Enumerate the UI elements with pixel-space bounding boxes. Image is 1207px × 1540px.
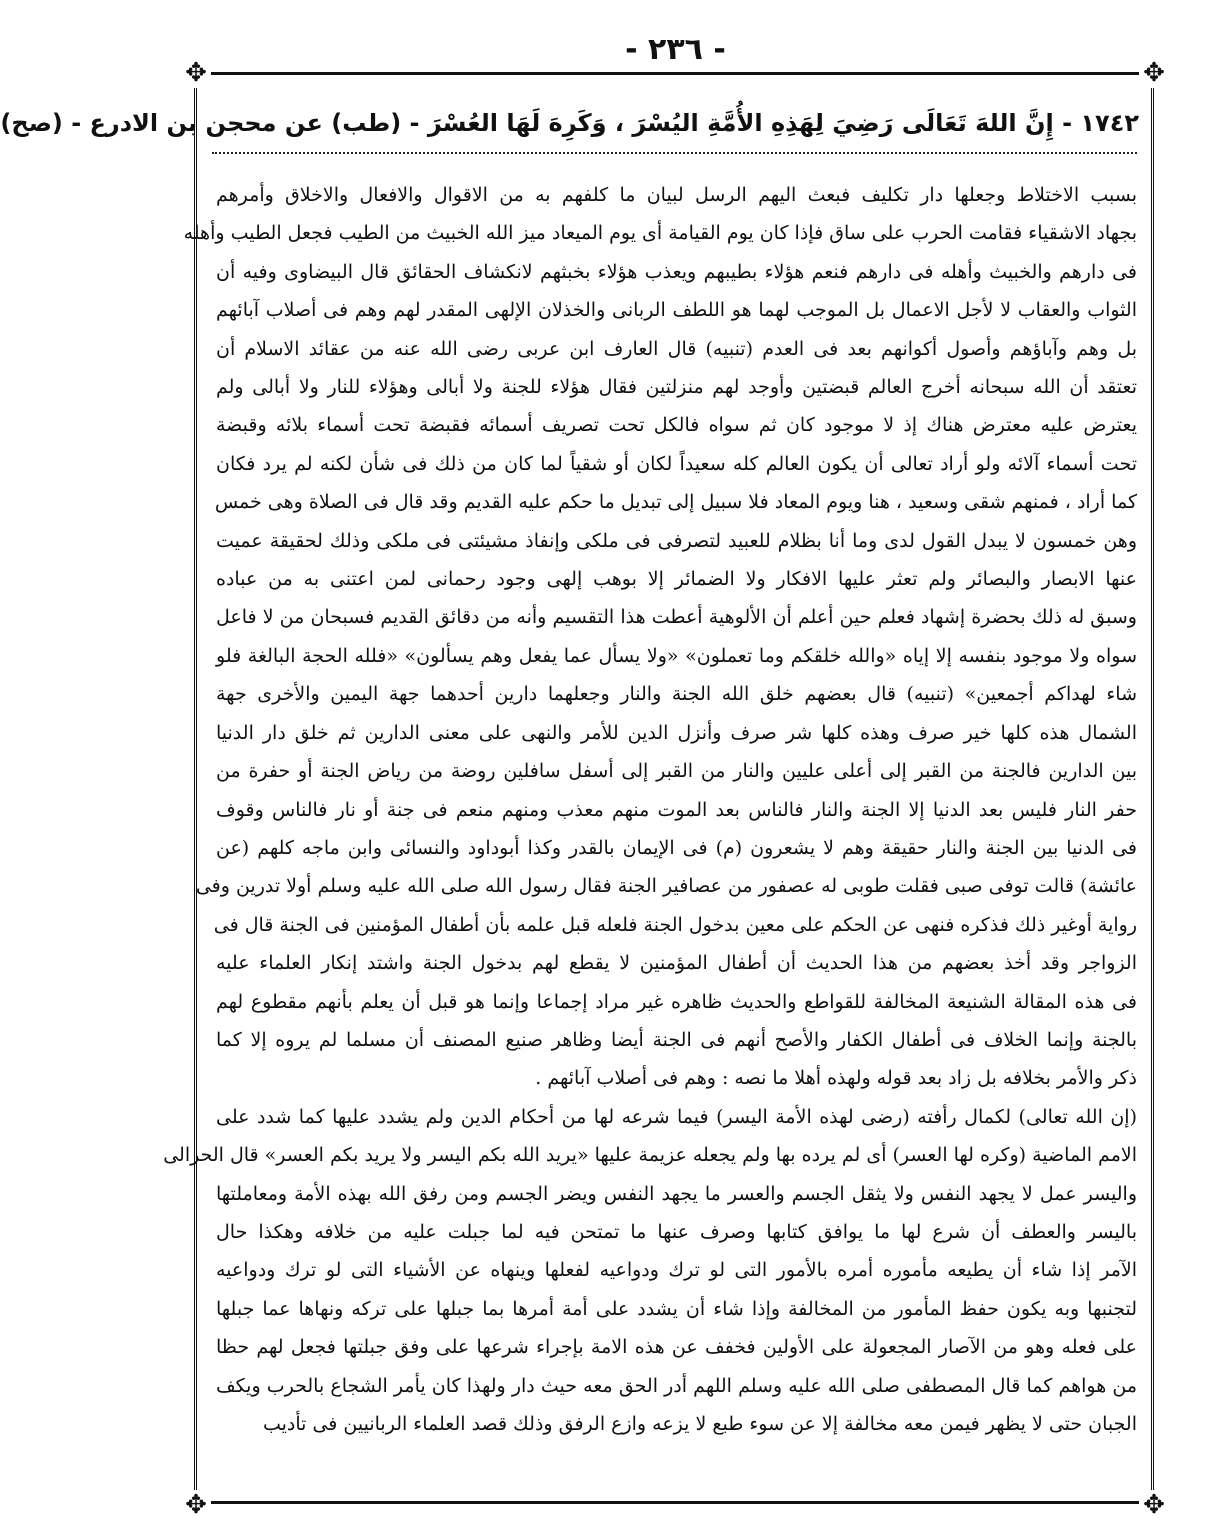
text-line: سواه ولا موجود بنفسه إلا إياه «والله خلقكم وما تعملون» «ولا يسأل عما يفعل وهم يسألون» «فلله الحجة البالغة فلو [216, 644, 1137, 667]
text-line: يعترض عليه معترض هناك إذ لا موجود كان ثم سواه فالكل تحت تصريف أسمائه فقبضة تحت أسماء بلائه وقبضة [216, 414, 1137, 437]
corner-ornament-icon: ✥ [181, 1490, 211, 1520]
corner-ornament-icon: ✥ [1139, 1490, 1169, 1520]
text-line: شاء لهداكم أجمعين» (تنبيه) قال بعضهم خلق الله الجنة والنار وجعلهما دارين أحدهما جهة اليمين والأخرى جهة [216, 683, 1137, 706]
text-line: باليسر والعطف أن شرع لها ما يوافق كتابها وصرف عنها ما تمتحن فيه لما جبلت عليه من خلافه وهكذا حال [216, 1220, 1137, 1243]
corner-ornament-icon: ✥ [1139, 58, 1169, 88]
dotted-divider [212, 152, 1137, 154]
text-line: من هواهم كما قال المصطفى صلى الله عليه وسلم اللهم أدر الحق معه حيث دار ولهذا كان يأمر الشجاع بالحرب ويكف [216, 1374, 1137, 1397]
text-line: الشمال هذه كلها خير صرف وهذه كلها شر صرف وأنزل الدين للأمر والنهى على معنى الدارين ثم خلق دار الدنيا [216, 721, 1137, 744]
text-line: بجهاد الاشقياء فقامت الحرب على ساق فإذا كان يوم القيامة أى يوم الميعاد ميز الله الخبيث من الطيب فجعل الطيب وأهله [183, 222, 1137, 245]
text-line: لتجنبها وبه يكون حفظ المأمور من المخالفة وإذا شاء أن يشدد على أمة أمرها بما جبلها على تركه ونهاها عما جبلها [216, 1297, 1137, 1320]
text-line: الجبان حتى لا يظهر فيمن معه مخالفة إلا عن سوء طبع لا يزعه وازع الرفق وذلك قصد العلماء الربانيين فى تأديب [262, 1413, 1137, 1435]
text-line: الثواب والعقاب لا لأجل الاعمال بل الموجب لهما هو اللطف الربانى والخذلان الإلهى المقدر لهم وهم فى أصلاب آبائهم [216, 299, 1137, 322]
text-line: تحت أسماء آلائه ولو أراد تعالى أن يكون العالم كله سعيداً لكان أو شقياً لما كان من ذلك فى شأن لكنه لم يرد فكان [216, 452, 1137, 475]
text-line: وهن خمسون لا يبدل القول لدى وما أنا بظلام للعبيد لتصرفى فى ملكى وإنفاذ مشيئتى فى ملكى وذلك لحقيقة عميت [216, 529, 1137, 552]
text-line: واليسر عمل لا يجهد النفس ولا يثقل الجسم والعسر ما يجهد النفس ويضر الجسم ومن رفق الله بهذه الأمة ومعاملتها [216, 1182, 1137, 1205]
text-line: الآمر إذا شاء أن يطيعه مأموره أمره بالأمور التى لو ترك ودواعيه لفعلها وينهاه عن الأشياء التى لو ترك ودواعيه [216, 1259, 1137, 1282]
text-line: عائشة) قالت توفى صبى فقلت طوبى له عصفور من عصافير الجنة فقال رسول الله صلى الله عليه وسلم أولا تدرين وفى [195, 875, 1137, 898]
text-line: وسبق له ذلك بحضرة إشهاد فعلم حين أعلم أن الألوهية أعطت هذا التقسيم وأنه من دقائق القديم فسبحان من لا فاعل [216, 606, 1137, 629]
commentary-body [163, 176, 1137, 1443]
text-line: فى هذه المقالة الشنيعة المخالفة للقواطع والحديث ظاهره غير مراد إجماعا وإنما هو قبل أن يعلم بأنهم مقطوع لهم [216, 990, 1137, 1013]
text-line: بل وهم وآباؤهم وأصول أكوانهم بعد فى العدم (تنبيه) قال العارف ابن عربى رضى الله عنه من عقائد الاسلام أن [216, 337, 1137, 360]
text-line: عنها الابصار والبصائر ولم تعثر عليها الافكار ولا الضمائر إلا بوهب إلهى وجود رحمانى لمن اعتنى به من عباده [216, 568, 1137, 591]
text-line: الامم الماضية (وكره لها العسر) أى لم يرده بها ولم يجعله عزيمة عليها «يريد الله بكم اليسر ولا يريد بكم العسر» قال الحرالى [163, 1144, 1137, 1167]
text-line: فى الدنيا بين الجنة والنار حقيقة وهم لا يشعرون (م) فى الإيمان بالقدر وكذا أبوداود والنسائى وابن ماجه كلهم (عن [216, 836, 1137, 859]
page-number: - ٢٣٦ - [625, 32, 726, 67]
text-line: ذكر والأمر بخلافه بل زاد بعد قوله ولهذه أهلا ما نصه : وهم فى أصلاب آبائهم . [535, 1067, 1137, 1090]
text-line: الزواجر وقد أخذ بعضهم من هذا الحديث أن أطفال المؤمنين لا يقطع لهم بدخول الجنة واشتد إنكار العلماء عليه [216, 952, 1137, 975]
text-line: تعتقد أن الله سبحانه أخرج العالم قبضتين وأوجد لهم منزلتين فقال هؤلاء للجنة ولا أبالى وهؤلاء للنار ولا أبالى ولم [216, 376, 1137, 399]
text-line: بسبب الاختلاط وجعلها دار تكليف فبعث اليهم الرسل لبيان ما كلفهم به من الاقوال والافعال والاخلاق وأمرهم [216, 184, 1137, 206]
corner-ornament-icon: ✥ [181, 58, 211, 88]
text-line: رواية أوغير ذلك فذكره فنهى عن الحكم على معين بدخول الجنة فلعله قبل علمه بأن أطفال المؤمنين فى الجنة قال فى [213, 913, 1137, 936]
text-line: كما أراد ، فمنهم شقى وسعيد ، هنا ويوم المعاد فلا سبيل إلى تبديل ما حكم عليه القديم وقد قال فى الصلاة وهى خمس [214, 491, 1137, 514]
text-line: بالجنة وإنما الخلاف فى أطفال الكفار والأصح أنهم فى الجنة أيضا وظاهر صنيع المصنف أن مسلما لم يروه إلا كما [216, 1028, 1137, 1051]
text-line: فى دارهم والخبيث وأهله فى دارهم فنعم هؤلاء بطيبهم ويعذب هؤلاء بخبثهم لانكشاف الحقائق قال البيضاوى وفيه أن [216, 260, 1137, 283]
hadith-heading: ١٧٤٢ - إِنَّ اللهَ تَعَالَى رَضِيَ لِهَذِهِ الأُمَّةِ اليُسْرَ ، وَكَرِهَ لَهَا العُسْرَ - (طب) عن محجن بن الادرع - (صح) [0, 109, 1139, 137]
text-line: حفر النار فليس بعد الدنيا إلا الجنة والنار فالناس بعد الموت منهم معذب ومنهم منعم فى جنة أو نار فالناس وقوف [216, 798, 1137, 821]
text-line: (إن الله تعالى) لكمال رأفته (رضى لهذه الأمة اليسر) فيما شرعه لها من أحكام الدين ولم يشدد عليها كما شدد على [216, 1105, 1137, 1128]
text-line: على فعله وهو من الآصار المجعولة على الأولين فخفف عن هذه الامة بإجراء شرعها على وفق جبلتها فجعل لهم حظا [216, 1336, 1137, 1359]
text-line: بين الدارين فالجنة من القبر إلى أعلى عليين والنار من القبر إلى أسفل سافلين روضة من رياض الجنة أو حفرة من [216, 760, 1137, 783]
